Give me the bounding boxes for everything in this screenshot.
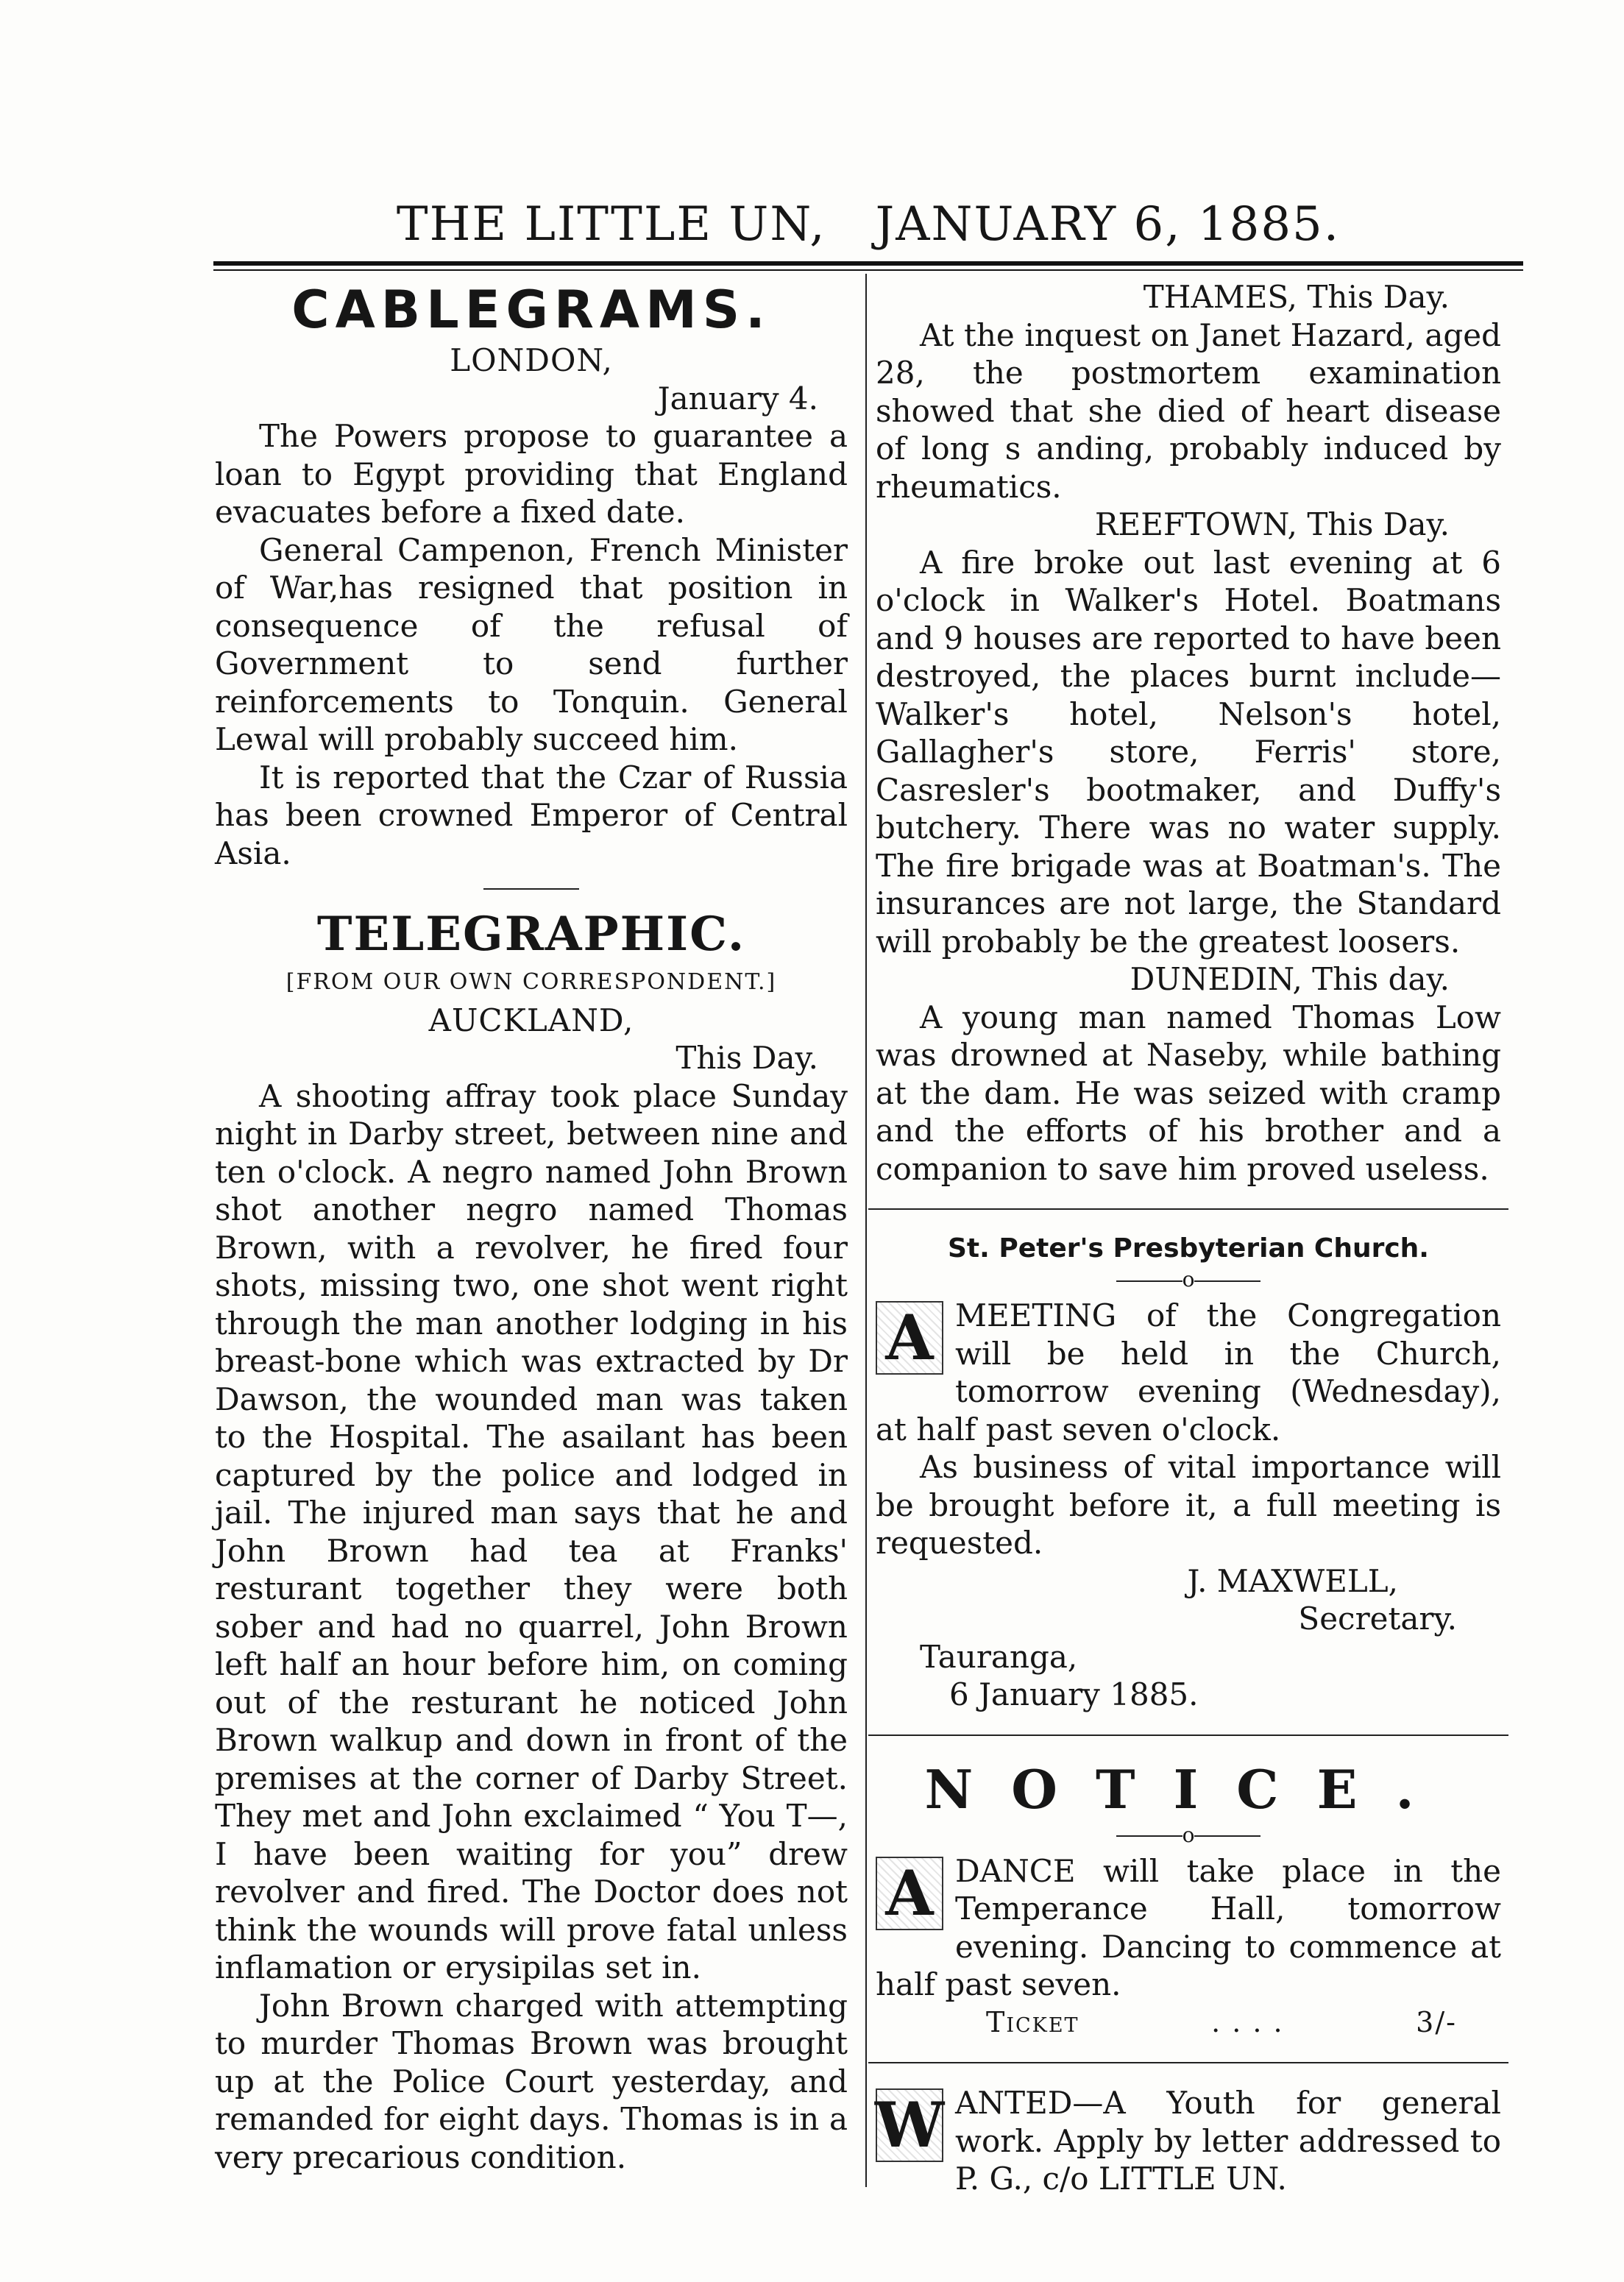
section-divider <box>483 888 579 890</box>
right-column <box>876 278 1501 2198</box>
reeftown-paragraph: A fire broke out last evening at 6 o'clock in Walker's Hotel. Boatmans and 9 houses are reported to have been destroyed, the places burnt include— Walker's hotel, Nelson's hotel, Gallagher's store, Ferris' store, Casresler's bootmaker, and Duffy's butchery. There was no water supply. The fire brigade was at Boatman's. The insurances are not large, the Standard will probably be the greatest loosers. <box>876 544 1501 960</box>
church-notice-paragraph: MEETING of the Congregation will be held in the Church, tomorrow evening (Wednesday), at half past seven o'clock. <box>876 1297 1501 1447</box>
telegraphic-paragraph: John Brown charged with attempting to murder Thomas Brown was brought up at the Police Court yesterday, and remanded for eight days. Thomas is in a very precarious condition. <box>215 1987 848 2175</box>
ornament-separator: o <box>876 1269 1501 1291</box>
section-divider <box>868 2062 1508 2063</box>
dance-notice-body <box>876 1852 1501 2004</box>
telegraphic-place: AUCKLAND, <box>428 1002 634 1038</box>
ticket-price: 3/- <box>1416 2005 1457 2038</box>
dunedin-paragraph: A young man named Thomas Low was drowned at Naseby, while bathing at the dam. He was seized with cramp and the efforts of his brother and a companion to save him proved useless. <box>876 999 1501 1187</box>
dunedin-dateline: DUNEDIN, This day. <box>1130 961 1450 997</box>
cablegram-paragraph: General Campenon, French Minister of War,has resigned that position in consequence of the refusal of Government to send further reinforcements to Tonquin. General Lewal will probably succeed him. <box>215 531 848 757</box>
cablegrams-dateline: January 4. <box>657 380 818 417</box>
reeftown-dateline: REEFTOWN, This Day. <box>1094 506 1450 542</box>
church-notice-heading: St. Peter's Presbyterian Church. <box>948 1233 1429 1264</box>
thames-dateline: THAMES, This Day. <box>1143 279 1450 315</box>
section-divider <box>868 1734 1508 1736</box>
dropcap-a: A <box>876 1857 943 1930</box>
masthead-title: THE LITTLE UN, <box>396 197 826 252</box>
ticket-line <box>876 2004 1501 2042</box>
section-divider <box>868 1208 1508 1210</box>
dance-notice-paragraph: DANCE will take place in the Temperance Hall, tomorrow evening. Dancing to commence at half past seven. <box>876 1852 1501 2002</box>
cablegrams-place: LONDON, <box>450 342 613 378</box>
dropcap-a: A <box>876 1301 943 1375</box>
telegraphic-subheading: [FROM OUR OWN CORRESPONDENT.] <box>286 969 777 995</box>
column-divider <box>865 274 867 2187</box>
masthead <box>213 197 1523 252</box>
signature-name: J. MAXWELL, <box>1187 1562 1398 1599</box>
church-notice-paragraph-2: As business of vital importance will be brought before it, a full meeting is requested. <box>876 1449 1501 1561</box>
notice-date: 6 January 1885. <box>949 1676 1199 1712</box>
left-column <box>215 278 848 2176</box>
dance-notice-heading: NOTICE. <box>924 1757 1453 1821</box>
ticket-label: Ticket <box>986 2005 1079 2038</box>
wanted-notice-paragraph: ANTED—A Youth for general work. Apply by letter addressed to P. G., c/o LITTLE UN. <box>955 2085 1501 2197</box>
cablegrams-heading: CABLEGRAMS. <box>291 280 771 340</box>
wanted-notice-body <box>876 2084 1501 2198</box>
signature-title: Secretary. <box>1298 1601 1457 1637</box>
cablegram-paragraph: It is reported that the Czar of Russia has been crowned Emperor of Central Asia. <box>215 759 848 871</box>
ornament-separator: o <box>876 1824 1501 1846</box>
notice-place: Tauranga, <box>920 1638 1078 1675</box>
cablegram-paragraph: The Powers propose to guarantee a loan to Egypt providing that England evacuates before a fixed date. <box>215 418 848 530</box>
telegraphic-heading: TELEGRAPHIC. <box>316 907 746 962</box>
church-notice-body <box>876 1297 1501 1448</box>
telegraphic-dateline: This Day. <box>676 1040 818 1076</box>
telegraphic-paragraph: A shooting affray took place Sunday night in Darby street, between nine and ten o'clock. A negro named John Brown shot another negro named Thomas Brown, with a revolver, he fired four shots, missing two, one shot went right through the man another lodging in his breast-bone which was extracted by Dr Dawson, the wounded man was taken to the Hospital. The asailant has been captured by the police and lodged in jail. The injured man says that he and John Brown had tea at Franks' resturant together they were both sober and had no quarrel, John Brown left half an hour before him, on coming out of the resturant he noticed John Brown walkup and down in front of the premises at the corner of Darby Street. They met and John exclaimed “ You T—, I have been waiting for you” drew revolver and fired. The Doctor does not think the wounds will prove fatal unless inflamation or erysipilas set in. <box>215 1077 848 1985</box>
ticket-dots: . . . . <box>1211 2005 1284 2038</box>
masthead-rule <box>213 261 1523 266</box>
dropcap-w: W <box>874 2088 945 2161</box>
masthead-rule-thin <box>213 269 1523 271</box>
thames-paragraph: At the inquest on Janet Hazard, aged 28, the postmortem examination showed that she died of heart disease of long s anding, probably induced by rheumatics. <box>876 316 1501 505</box>
masthead-date: JANUARY 6, 1885. <box>875 197 1341 252</box>
